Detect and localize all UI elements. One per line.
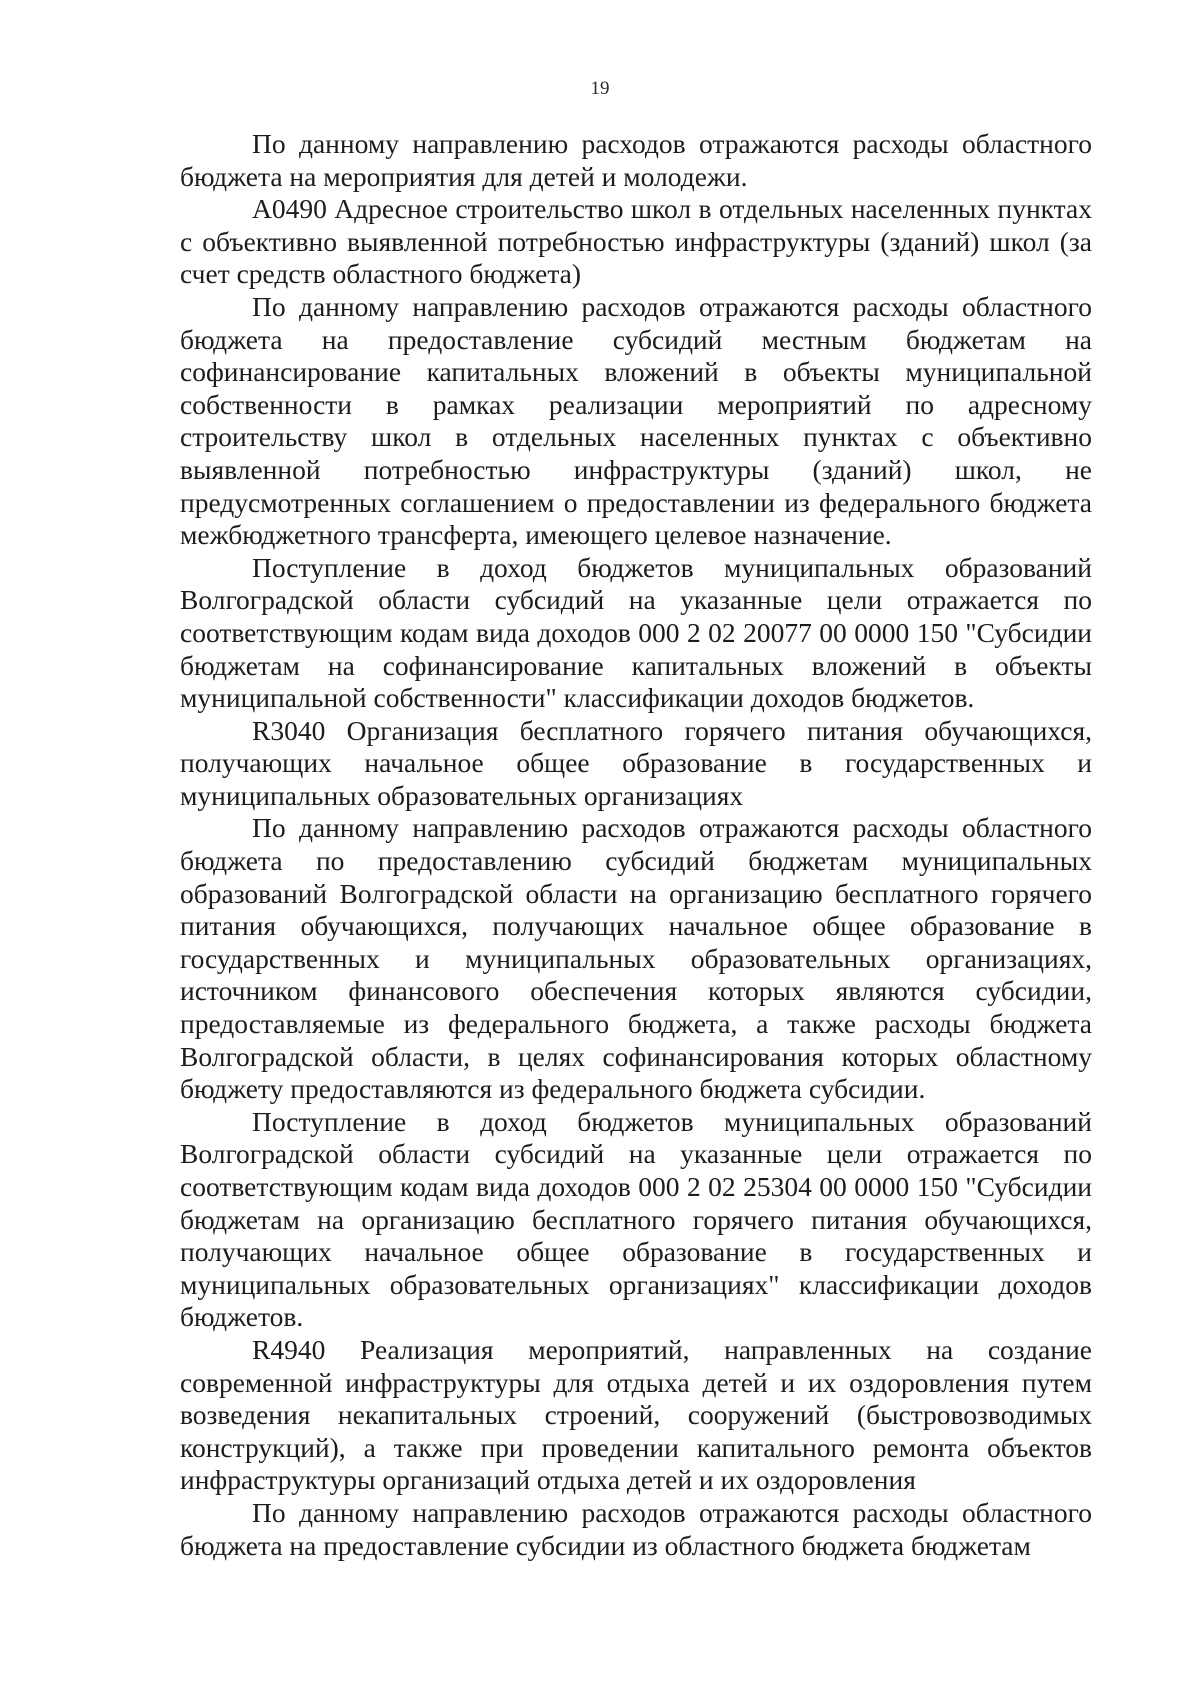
paragraph: По данному направлению расходов отражаются расходы областного бюджета по предоставлению субсидий бюджетам муниципальных образований Волгоградской области на организацию бесплатного горячего питания обучающихся, получающих начальное общее образование в государственных и муниципальных образовательных организациях, источником финансового обеспечения которых являются субсидии, предоставляемые из федерального бюджета, а также расходы бюджета Волгоградской области, в целях софинансирования которых областному бюджету предоставляются из федерального бюджета субсидии.	[180, 812, 1092, 1105]
paragraph: R4940 Реализация мероприятий, направленных на создание современной инфраструктуры для отдыха детей и их оздоровления путем возведения некапитальных строений, сооружений (быстровозводимых конструкций), а также при проведении капитального ремонта объектов инфраструктуры организаций отдыха детей и их оздоровления	[180, 1333, 1092, 1496]
paragraph: По данному направлению расходов отражаются расходы областного бюджета на предоставление субсидии из областного бюджета бюджетам	[180, 1496, 1092, 1561]
paragraph: А0490 Адресное строительство школ в отдельных населенных пунктах с объективно выявленной потребностью инфраструктуры (зданий) школ (за счет средств областного бюджета)	[180, 193, 1092, 290]
paragraph: По данному направлению расходов отражаются расходы областного бюджета на мероприятия для детей и молодежи.	[180, 128, 1092, 192]
paragraph: R3040 Организация бесплатного горячего питания обучающихся, получающих начальное общее образование в государственных и муниципальных образовательных организациях	[180, 714, 1092, 811]
document-body	[180, 128, 1092, 1562]
paragraph: Поступление в доход бюджетов муниципальных образований Волгоградской области субсидий на указанные цели отражается по соответствующим кодам вида доходов 000 2 02 20077 00 0000 150 "Субсидии бюджетам на софинансирование капитальных вложений в объекты муниципальной собственности" классификации доходов бюджетов.	[180, 551, 1092, 714]
paragraph: Поступление в доход бюджетов муниципальных образований Волгоградской области субсидий на указанные цели отражается по соответствующим кодам вида доходов 000 2 02 25304 00 0000 150 "Субсидии бюджетам на организацию бесплатного горячего питания обучающихся, получающих начальное общее образование в государственных и муниципальных образовательных организациях" классификации доходов бюджетов.	[180, 1105, 1092, 1333]
paragraph: По данному направлению расходов отражаются расходы областного бюджета на предоставление субсидий местным бюджетам на софинансирование капитальных вложений в объекты муниципальной собственности в рамках реализации мероприятий по адресному строительству школ в отдельных населенных пунктах с объективно выявленной потребностью инфраструктуры (зданий) школ, не предусмотренных соглашением о предоставлении из федерального бюджета межбюджетного трансферта, имеющего целевое назначение.	[180, 290, 1092, 551]
page-number: 19	[590, 78, 610, 99]
